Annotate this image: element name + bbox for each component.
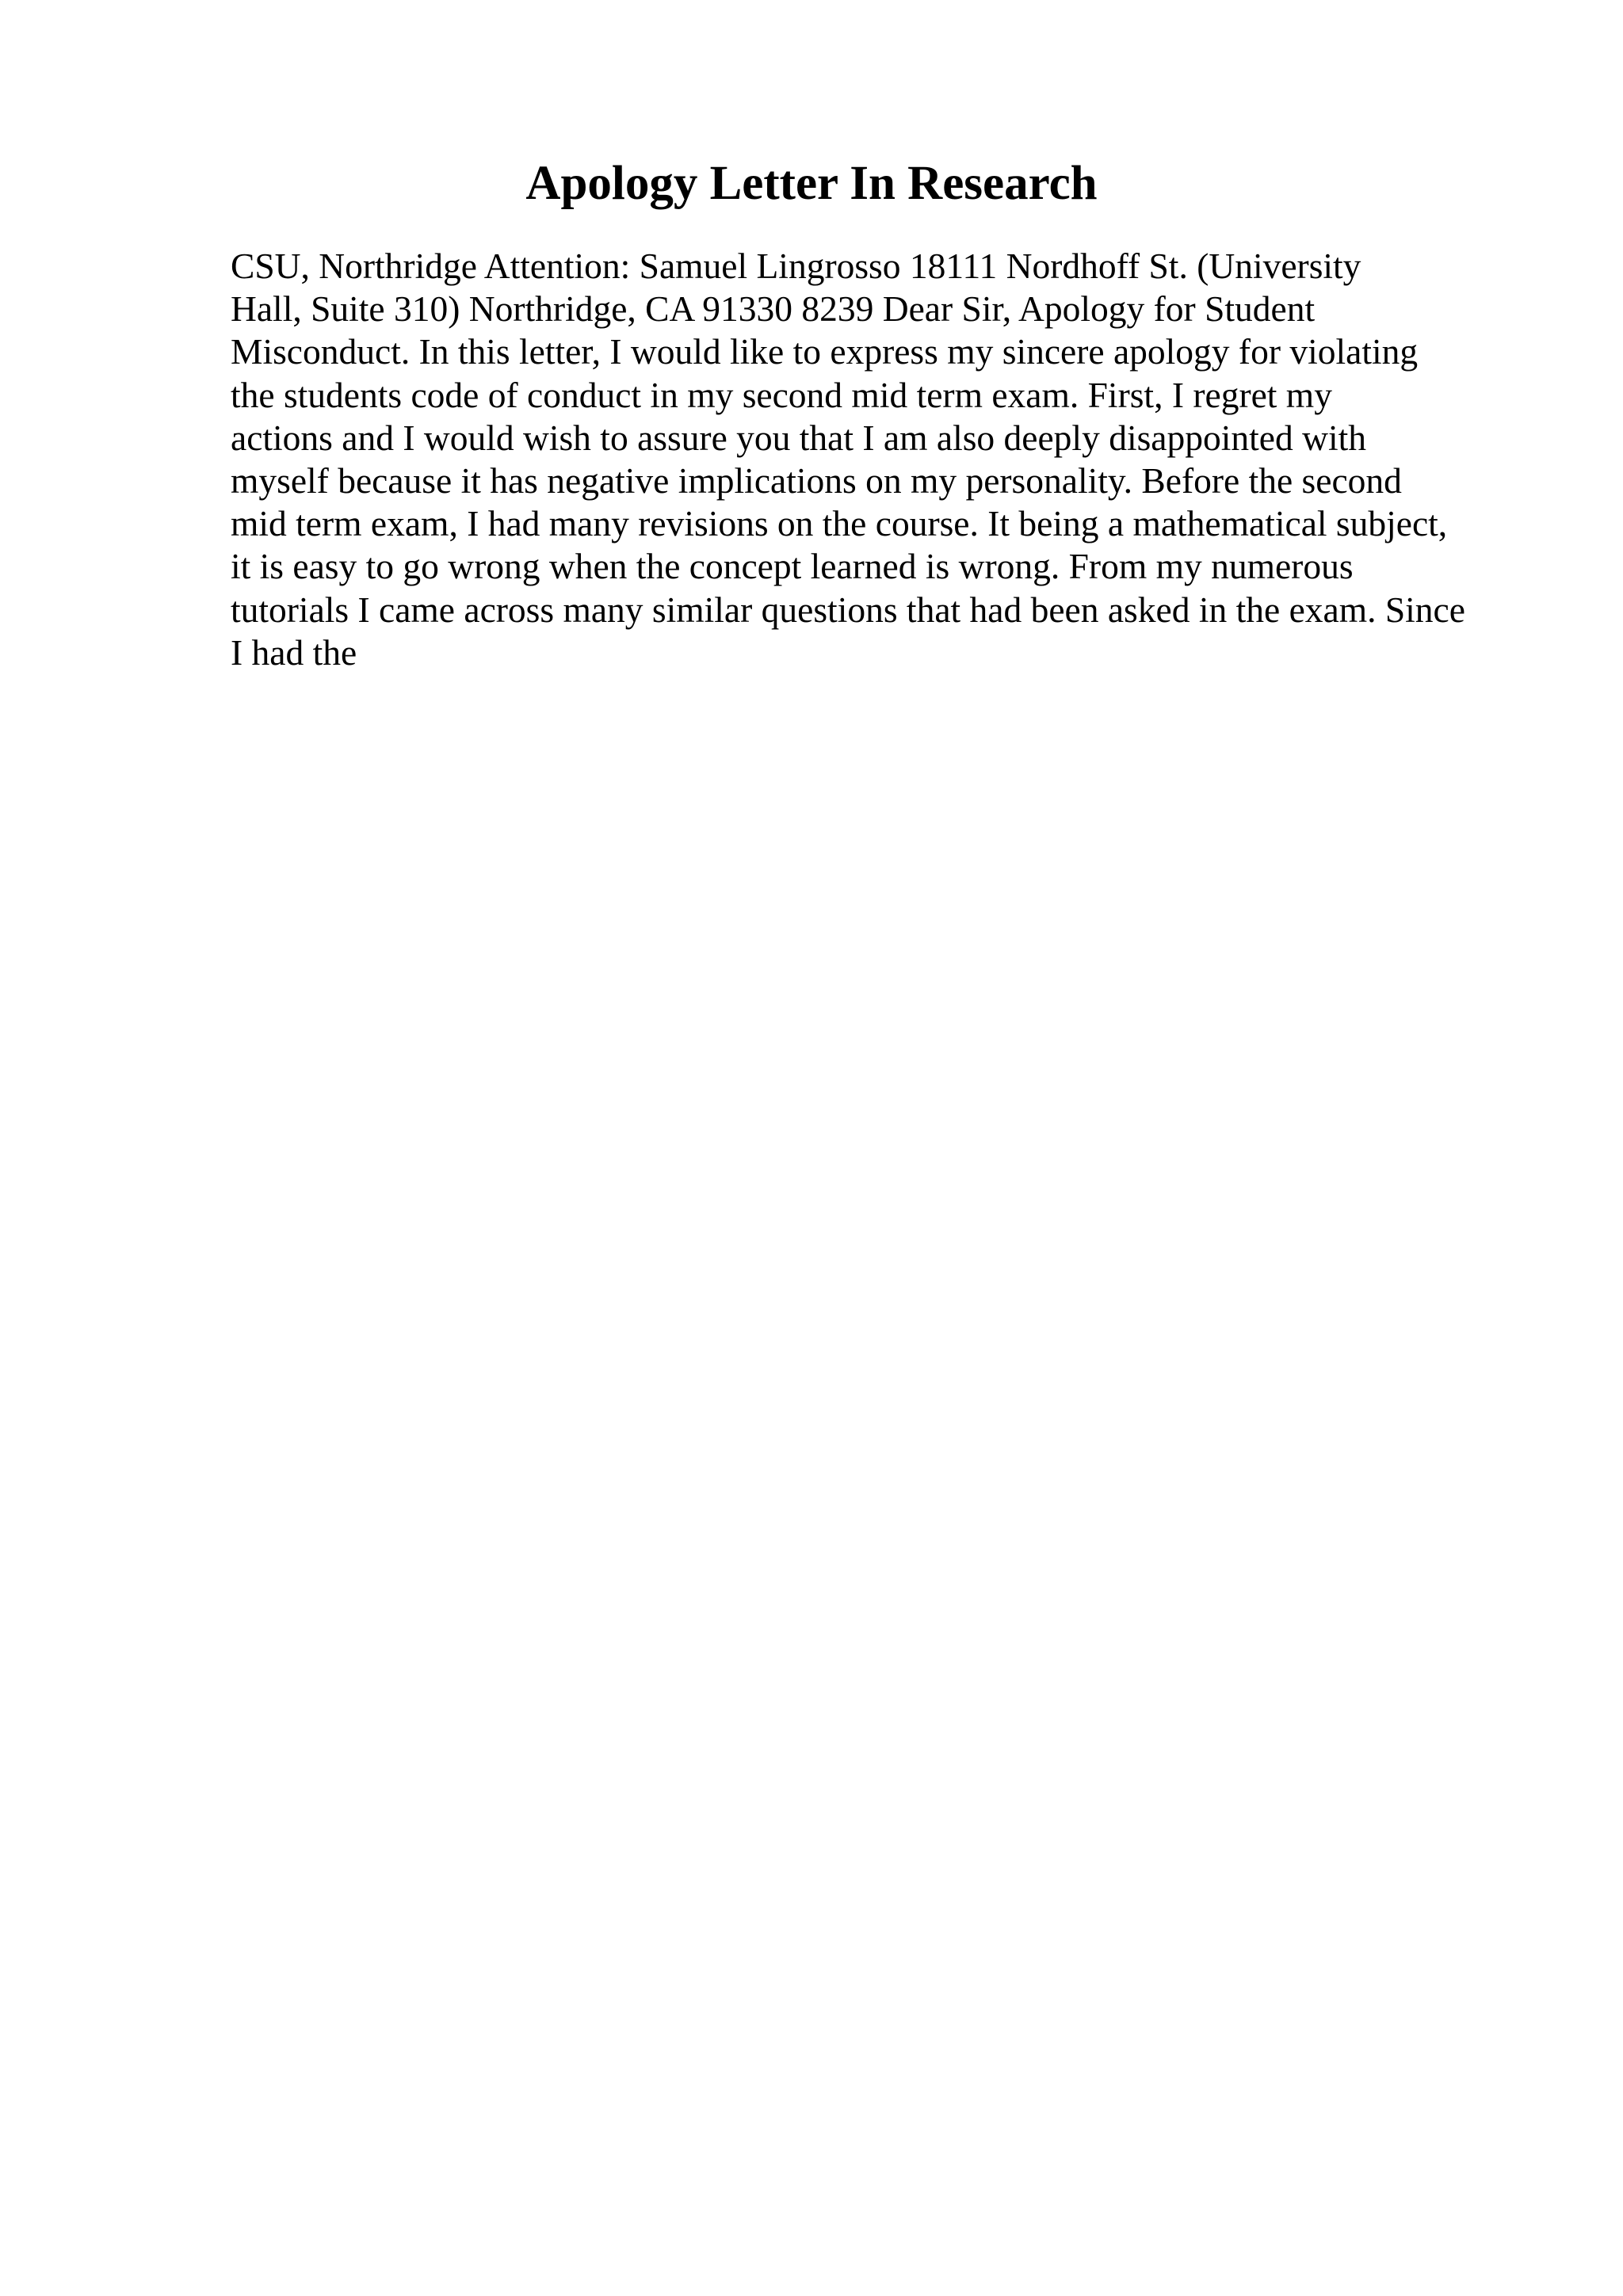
body-line: CSU, Northridge Attention: Samuel Lingrosso 18111 Nordhoff St. (University — [231, 246, 1361, 286]
document-title: Apology Letter In Research — [525, 157, 1098, 210]
body-line: Hall, Suite 310) Northridge, CA 91330 8239 Dear Sir, Apology for Student — [231, 288, 1316, 330]
body-line: myself because it has negative implications on my personality. Before the second — [231, 460, 1402, 502]
body-line: it is easy to go wrong when the concept learned is wrong. From my numerous — [231, 546, 1354, 587]
body-line: tutorials I came across many similar questions that had been asked in the exam. Since — [231, 589, 1465, 630]
body-line: actions and I would wish to assure you that I am also deeply disappointed with — [231, 417, 1366, 458]
body-line: mid term exam, I had many revisions on the course. It being a mathematical subject, — [231, 503, 1448, 544]
body-line: Misconduct. In this letter, I would like to express my sincere apology for violating — [231, 331, 1419, 372]
body-line: the students code of conduct in my second mid term exam. First, I regret my — [231, 374, 1332, 415]
body-line: I had the — [231, 631, 357, 673]
letter-body — [231, 245, 1499, 674]
